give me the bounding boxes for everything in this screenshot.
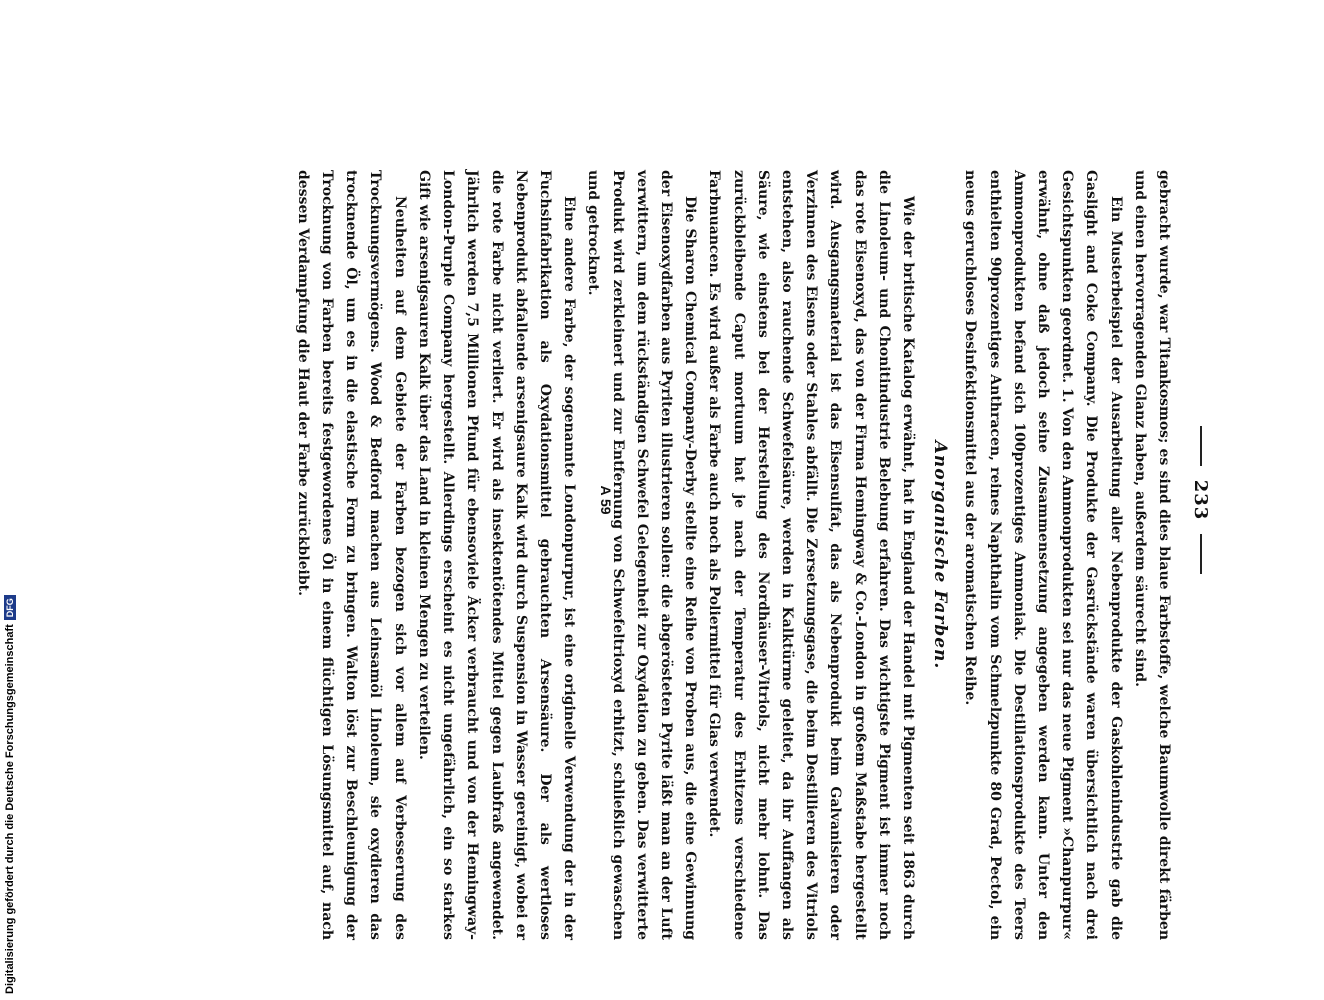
footer-mark: A 59 bbox=[598, 485, 614, 515]
page-header bbox=[1186, 60, 1216, 940]
section-heading: Anorganische Farben. bbox=[930, 440, 951, 670]
sharon-chemical-paragraph: Die Sharon Chemical Company-Derby stellte eine Reihe von Proben aus, die eine Gewinnung der Eisenoxydfarben aus Pyriten illustrieren sollen: die abgerösteten Pyrite läßt man an der Luft verwittern, um dem rückständigen Schwefel Gelegenheit zur Oxydation zu geben. Das verwitterte Produkt wird zerkleinert und zur Entfernung von Schwefeltrioxyd erhitzt, schließlich gewaschen und getrocknet. bbox=[585, 170, 699, 940]
digitization-credit bbox=[4, 595, 16, 994]
page-body bbox=[291, 170, 1176, 940]
gaslight-paragraph: Ein Musterbeispiel der Ausarbeitung aller Nebenprodukte der Gaskohlenindustrie gab die Gaslight and Coke Company. Die Produkte der Gasrückstände waren übersichtlich nach drei Gesichtspunkten geordnet. 1. Von den Ammonprodukten sei nur das neue Pigment »Chanpurpur« erwähnt, ohne daß jedoch seine Zusammensetzung angegeben werden kann. Unter den Ammonprodukten befand sich 100prozentiges Ammoniak. Die Destillationsprodukte des Teers enthielten 90prozentiges Anthracen, reines Naphthalin vom Schmelzpunkte 80 Grad, Pectol, ein neues geruchloses Desinfektionsmittel aus der aromatischen Reihe. bbox=[962, 170, 1124, 940]
rotated-page bbox=[294, 60, 1216, 940]
londonpurpur-paragraph: Eine andere Farbe, der sogenannte Londonpurpur, ist eine originelle Verwendung der in der Fuchsinfabrikation als Oxydationsmittel gebrauchten Arsensäure. Der als wertloses Nebenprodukt abfallende arsenigsaure Kalk wird durch Suspension in Wasser gereinigt, wobei er die rote Farbe nicht verliert. Er wird als insektentötendes Mittel gegen Laubfraß angewendet. Jährlich werden 7,5 Millionen Pfund für ebensoviele Äcker verbraucht und von der Hemingway-London-Purple Company hergestellt. Allerdings erscheint es nicht ungefährlich, ein so starkes Gift wie arsenigsauren Kalk über das Land in kleinen Mengen zu verteilen. bbox=[415, 170, 578, 940]
page-number: 233 bbox=[1190, 479, 1212, 521]
header-rule-right bbox=[1200, 534, 1202, 574]
dfg-logo-icon: DFG bbox=[4, 595, 16, 620]
credit-text: Digitalisierung gefördert durch die Deutsche Forschungsgemeinschaft bbox=[4, 624, 16, 994]
british-catalog-paragraph: Wie der britische Katalog erwähnt, hat in England der Handel mit Pigmenten seit 1863 durch die Linoleum- und Chonitindustrie Belebung erfahren. Das wichtigste Pigment ist immer noch das rote Eisenoxyd, das von der Firma Hemingway & Co.-London in großem Maßstabe hergestellt wird. Ausgangsmaterial ist das Eisensulfat, das als Nebenprodukt beim Galvanisieren oder Verzinnen des Eisens oder Stahles abfällt. Die Zersetzungsgase, die beim Destillieren des Vitriols entstehen, also rauchende Schwefelsäure, werden in Kalktürme geleitet, da ihr Auffangen als Säure, wie einstens bei der Herstellung des Nordhäuser-Vitriols, nicht mehr lohnt. Das zurückbleibende Caput mortuum hat je nach der Temperatur des Erhitzens verschiedene Farbnuancen. Es wird außer als Farbe auch noch als Poliermittel für Glas verwendet. bbox=[706, 170, 916, 940]
drying-novelties-paragraph: Neuheiten auf dem Gebiete der Farben bezogen sich vor allem auf Verbesserung des Trocknungsvermögens. Wood & Bedford machen aus Leinsamöl Linoleum, sie oxydieren das trocknende Öl, um es in die elastische Form zu bringen. Walton löst zur Beschleunigung der Trocknung von Farben bereits festgewordenes Öl in einem flüchtigen Lösungsmittel auf, nach dessen Verdampfung die Haut der Farbe zurückbleibt. bbox=[294, 170, 408, 940]
header-rule-left bbox=[1200, 426, 1202, 466]
intro-paragraph: gebracht wurde, war Titankosmos; es sind dies blaue Farbstoffe, welche Baumwolle direkt färben und einen hervorragenden Glanz haben, außerdem säurecht sind. bbox=[1131, 170, 1172, 940]
